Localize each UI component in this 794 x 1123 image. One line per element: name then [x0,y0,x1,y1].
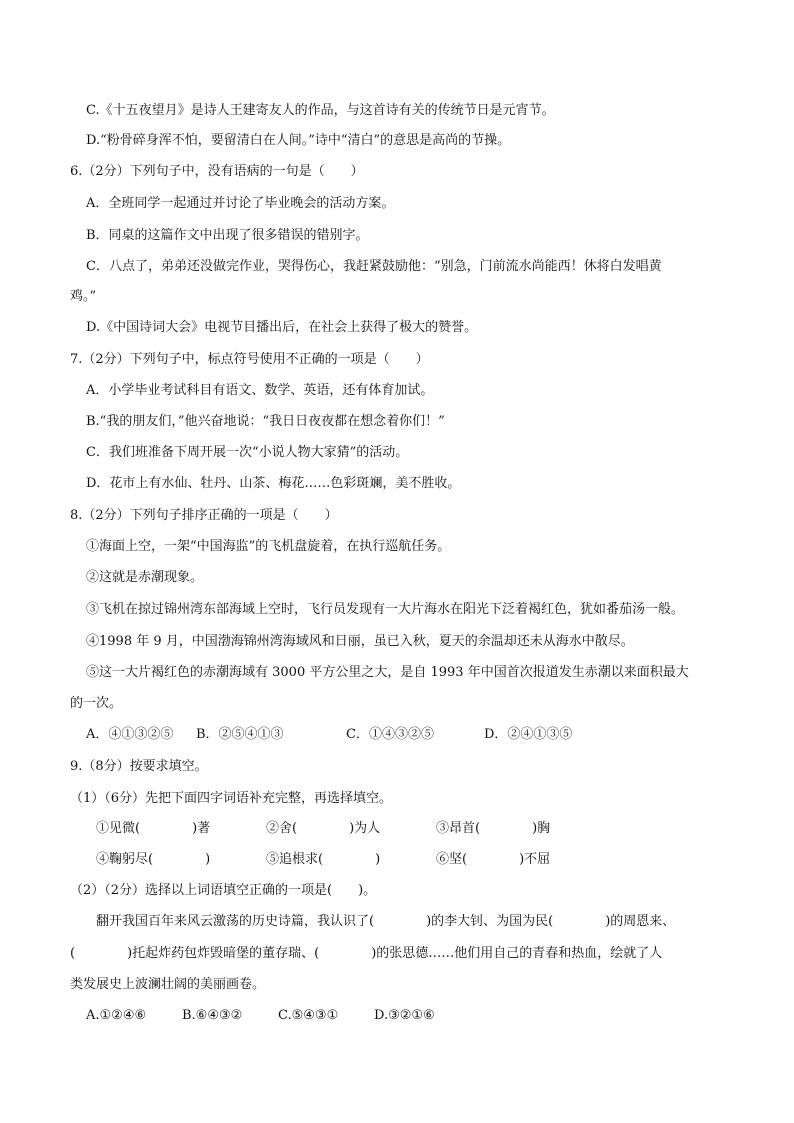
q8-option-d: D．②④①③⑤ [484,727,573,742]
q7-option-a: A．小学毕业考试科目有语文、数学、英语，还有体育加试。 [86,383,434,398]
q9-word-5: ⑤追根求( ) [266,852,381,867]
q9-option-d: D.③②①⑥ [374,1008,435,1023]
q9-word-6: ⑥坚( )不屈 [436,852,551,867]
q6-option-c-continued: 鸡。” [70,289,97,304]
q6-option-c: C．八点了，弟弟还没做完作业，哭得伤心，我赶紧鼓励他：“别急，门前流水尚能西！休将白发唱黄 [86,259,662,274]
q8-option-b: B．②⑤④①③ [196,727,284,742]
q8-sentence-5-continued: 的一次。 [70,696,123,711]
q9-part-2: （2）（2分）选择以上词语填空正确的一项是( )。 [70,883,377,898]
q8-sentence-2: ②这就是赤潮现象。 [86,570,204,585]
q8-sentence-3: ③飞机在掠过锦州湾东部海域上空时，飞行员发现有一大片海水在阳光下泛着褐红色，犹如番茄汤一般。 [86,602,685,617]
q8-sentence-5: ⑤这一大片褐红色的赤潮海域有 3000 平方公里之大，是自 1993 年中国首次报道发生赤潮以来面积最大 [86,665,689,680]
q9-option-c: C.⑤④③① [278,1008,339,1023]
q7-option-c: C．我们班准备下周开展一次“小说人物大家猜”的活动。 [86,445,409,460]
q9-stem: 9.（8分）按要求填空。 [70,759,208,774]
q5-option-d: D.“粉骨碎身浑不怕，要留清白在人间。”诗中“清白”的意思是高尚的节操。 [86,133,511,148]
q9-passage-line-2: ( )托起炸药包炸毁暗堡的董存瑞、( )的张思德……他们用自己的青春和热血，绘就了人 [70,946,663,961]
q9-option-a: A.①②④⑥ [86,1008,147,1023]
q9-options [86,1006,435,1026]
q6-option-b: B．同桌的这篇作文中出现了很多错误的错别字。 [86,228,369,243]
q8-sentence-4: ④1998 年 9 月，中国渤海锦州湾海域风和日丽，虽已入秋，夏天的余温却还未从海水中散尽。 [86,634,634,649]
q9-words-row-2 [96,850,550,870]
q9-option-b: B.⑥④③② [182,1008,243,1023]
q8-options [86,725,572,745]
q9-passage-line-1: 翻开我国百年来风云激荡的历史诗篇，我认识了( )的李大钊、为国为民( )的周恩来、 [96,914,676,929]
q9-word-2: ②舍( )为人 [266,821,381,836]
q9-word-4: ④鞠躬尽( ) [96,852,211,867]
q6-stem: 6.（2分）下列句子中，没有语病的一句是（ ） [70,164,364,179]
q7-option-d: D．花市上有水仙、牡丹、山茶、梅花……色彩斑斓，美不胜收。 [86,476,461,491]
q6-option-d: D.《中国诗词大会》电视节目播出后，在社会上获得了极大的赞誉。 [86,320,478,335]
q8-option-a: A．④①③②⑤ [86,727,174,742]
q9-part-1: （1）（6分）先把下面四字词语补充完整，再选择填空。 [70,791,393,806]
q9-word-1: ①见微( )著 [96,821,211,836]
q9-words-row-1 [96,819,550,839]
q9-word-3: ③昂首( )胸 [436,821,551,836]
q8-sentence-1: ①海面上空，一架“中国海监”的飞机盘旋着，在执行巡航任务。 [86,539,451,554]
q9-passage-line-3: 类发展史上波澜壮阔的美丽画卷。 [70,977,266,992]
q6-option-a: A．全班同学一起通过并讨论了毕业晚会的活动方案。 [86,196,395,211]
q8-stem: 8.（2分）下列句子排序正确的一项是（ ） [70,508,338,523]
q5-option-c: C.《十五夜望月》是诗人王建寄友人的作品，与这首诗有关的传统节日是元宵节。 [86,103,555,118]
q7-stem: 7.（2分）下列句子中，标点符号使用不正确的一项是（ ） [70,352,429,367]
q7-option-b: B.“我的朋友们，”他兴奋地说：“我日日夜夜都在想念着你们！” [86,414,445,429]
q8-option-c: C．①④③②⑤ [346,727,434,742]
